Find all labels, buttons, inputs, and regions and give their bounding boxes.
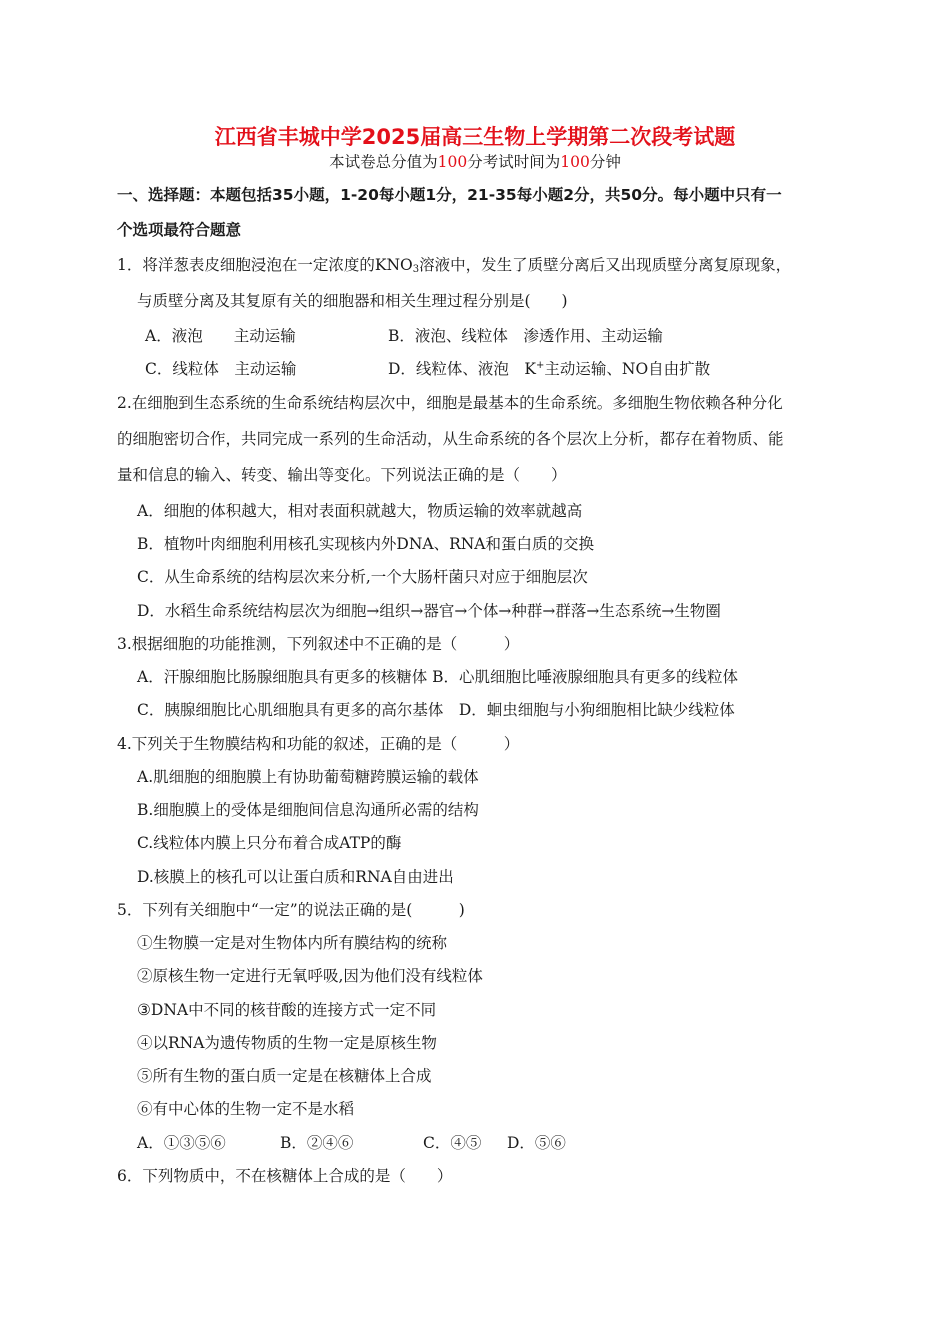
q2-option-c: C．从生命系统的结构层次来分析,一个大肠杆菌只对应于细胞层次: [137, 568, 588, 586]
q5-option-b: B．②④⑥: [280, 1134, 354, 1152]
q1-option-d: [388, 359, 710, 379]
q4-option-b: B.细胞膜上的受体是细胞间信息沟通所必需的结构: [137, 801, 479, 819]
q2-stem-line2: 的细胞密切合作，共同完成一系列的生命活动，从生命系统的各个层次上分析，都存在着物质、能: [117, 430, 784, 448]
q5-statement-1: ①生物膜一定是对生物体内所有膜结构的统称: [137, 934, 448, 952]
q3-stem: 3.根据细胞的功能推测，下列叙述中不正确的是（ ）: [117, 635, 520, 653]
q5-option-a: A．①③⑤⑥: [137, 1134, 226, 1152]
subtitle-mid: 分考试时间为: [467, 153, 561, 171]
q1-stem-line1: [117, 255, 791, 275]
section-heading-line1: 一、选择题：本题包括35小题，1-20每小题1分，21-35每小题2分，共50分。每小题中只有一: [117, 186, 782, 204]
q1-stem-sub: 3: [412, 264, 420, 275]
q3-options-ab: A．汗腺细胞比肠腺细胞具有更多的核糖体 B．心肌细胞比唾液腺细胞具有更多的线粒体: [137, 668, 739, 686]
q1-stem-a: 1．将洋葱表皮细胞浸泡在一定浓度的KNO: [117, 256, 413, 274]
subtitle-suffix: 分钟: [589, 153, 621, 171]
total-score: 100: [437, 153, 468, 171]
q5-stem: 5．下列有关细胞中“一定”的说法正确的是( ): [117, 901, 465, 919]
q2-stem-line3: 量和信息的输入、转变、输出等变化。下列说法正确的是（ ）: [117, 466, 567, 484]
subtitle-prefix: 本试卷总分值为: [329, 153, 438, 171]
q4-stem: 4.下列关于生物膜结构和功能的叙述，正确的是（ ）: [117, 735, 520, 753]
q5-option-c: C．④⑤: [423, 1134, 482, 1152]
section-heading-line2: 个选项最符合题意: [117, 221, 242, 239]
q4-option-c: C.线粒体内膜上只分布着合成ATP的酶: [137, 834, 402, 852]
q5-statement-6: ⑥有中心体的生物一定不是水稻: [137, 1100, 355, 1118]
q5-statement-4: ④以RNA为遗传物质的生物一定是原核生物: [137, 1034, 437, 1052]
page-title: 江西省丰城中学2025届高三生物上学期第二次段考试题: [214, 125, 736, 149]
q3-options-cd: C．胰腺细胞比心肌细胞具有更多的高尔基体 D．蛔虫细胞与小狗细胞相比缺少线粒体: [137, 701, 735, 719]
q5-statement-3: ③DNA中不同的核苷酸的连接方式一定不同: [137, 1001, 437, 1019]
q1-option-d-sup: +: [536, 360, 545, 371]
q2-stem-line1: 2.在细胞到生态系统的生命系统结构层次中，细胞是最基本的生命系统。多细胞生物依赖各种分化: [117, 394, 783, 412]
q1-option-d-b: 主动运输、NO自由扩散: [544, 360, 711, 378]
q1-option-b: B．液泡、线粒体 渗透作用、主动运输: [388, 327, 663, 345]
q5-statement-5: ⑤所有生物的蛋白质一定是在核糖体上合成: [137, 1067, 432, 1085]
q1-stem-b: 溶液中，发生了质壁分离后又出现质壁分离复原现象，: [419, 256, 792, 274]
q1-option-d-a: D．线粒体、液泡 K: [388, 360, 537, 378]
q4-option-d: D.核膜上的核孔可以让蛋白质和RNA自由进出: [137, 868, 454, 886]
page-subtitle: [0, 152, 950, 172]
q2-option-a: A．细胞的体积越大，相对表面积就越大，物质运输的效率就越高: [137, 502, 583, 520]
q1-option-a: A．液泡 主动运输: [145, 327, 296, 345]
q2-option-d: D．水稻生命系统结构层次为细胞→组织→器官→个体→种群→群落→生态系统→生物圈: [137, 602, 721, 620]
q2-option-b: B．植物叶肉细胞利用核孔实现核内外DNA、RNA和蛋白质的交换: [137, 535, 595, 553]
q4-option-a: A.肌细胞的细胞膜上有协助葡萄糖跨膜运输的载体: [137, 768, 479, 786]
q1-stem-line2: 与质壁分离及其复原有关的细胞器和相关生理过程分别是( ): [137, 292, 568, 310]
q5-statement-2: ②原核生物一定进行无氧呼吸,因为他们没有线粒体: [137, 967, 483, 985]
q1-option-c: C．线粒体 主动运输: [145, 360, 297, 378]
q5-option-d: D．⑤⑥: [507, 1134, 566, 1152]
exam-time: 100: [560, 153, 590, 171]
q6-stem: 6．下列物质中，不在核糖体上合成的是（ ）: [117, 1167, 453, 1185]
